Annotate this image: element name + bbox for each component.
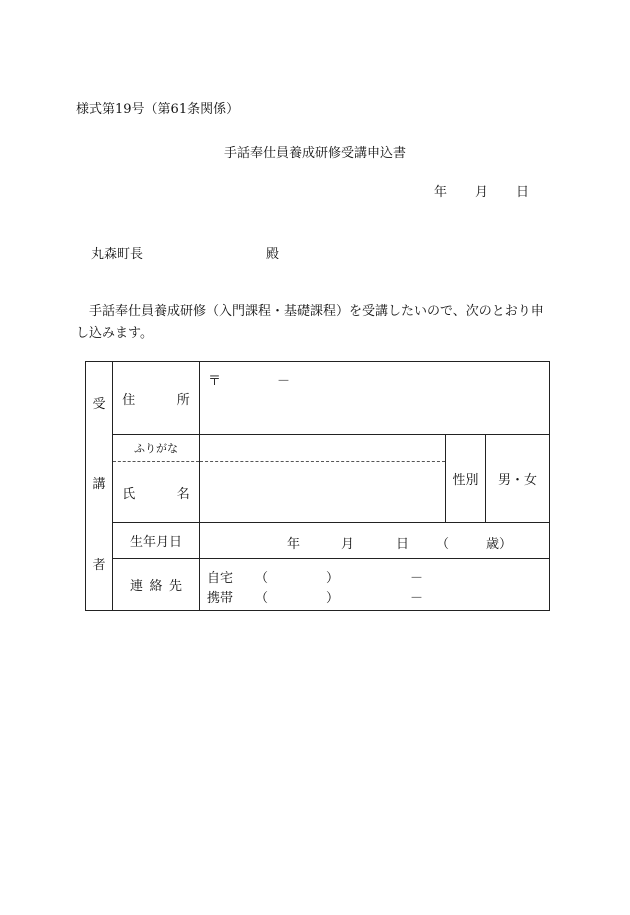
mobile-dash: － <box>410 590 424 606</box>
form-number: 様式第19号（第61条関係） <box>76 102 240 117</box>
date-day-label: 日 <box>516 185 530 200</box>
birthdate-label: 生年月日 <box>129 535 182 550</box>
applicant-char-3: 者 <box>92 558 106 574</box>
address-row <box>86 362 550 435</box>
furigana-field[interactable] <box>200 435 446 462</box>
contact-label: 連絡先 <box>129 579 189 594</box>
name-label-cell <box>113 462 205 523</box>
applicant-vertical-label <box>86 362 113 611</box>
address-field[interactable] <box>200 362 550 435</box>
home-paren-open: （ <box>255 570 269 586</box>
gender-field[interactable] <box>486 435 550 523</box>
contact-row <box>86 559 550 611</box>
birthdate-row <box>86 523 550 559</box>
body-text: 手話奉仕員養成研修（入門課程・基礎課程）を受講したいので、次のとおり申し込みます。 <box>76 304 544 341</box>
furigana-label: ふりがな <box>134 442 178 455</box>
birth-year-label: 年 <box>287 536 301 552</box>
birth-day-label: 日 <box>396 536 410 552</box>
furigana-row <box>86 435 550 462</box>
mobile-paren-open: （ <box>255 590 269 606</box>
applicant-char-1: 受 <box>92 396 106 412</box>
home-paren-close: ） <box>326 570 340 586</box>
home-phone-label: 自宅 <box>207 570 234 586</box>
name-label: 氏 名 <box>122 486 205 502</box>
gender-label-cell <box>446 435 486 523</box>
age-label: 歳） <box>486 536 513 552</box>
home-dash: － <box>410 570 424 586</box>
applicant-char-2: 講 <box>92 477 106 493</box>
addressee-name: 丸森町長 <box>91 247 144 262</box>
date-month-label: 月 <box>475 185 489 200</box>
name-field[interactable] <box>200 462 446 523</box>
gender-value: 男・女 <box>497 473 537 488</box>
postal-dash: － <box>277 374 291 389</box>
contact-field[interactable] <box>200 559 550 611</box>
birthdate-label-cell <box>113 523 200 559</box>
address-label: 住 所 <box>122 392 205 408</box>
furigana-label-cell <box>113 435 200 462</box>
document-title: 手話奉仕員養成研修受講申込書 <box>223 146 406 161</box>
postal-mark: 〒 <box>208 374 222 389</box>
age-open-paren: （ <box>436 536 450 552</box>
addressee-suffix: 殿 <box>266 247 280 262</box>
gender-label: 性別 <box>452 473 479 488</box>
birthdate-field[interactable] <box>200 523 550 559</box>
mobile-phone-label: 携帯 <box>207 590 234 606</box>
date-year-label: 年 <box>434 185 448 200</box>
contact-label-cell <box>113 559 200 611</box>
birth-month-label: 月 <box>341 536 355 552</box>
mobile-paren-close: ） <box>326 590 340 606</box>
address-label-cell <box>113 362 205 435</box>
applicant-table <box>85 361 550 611</box>
